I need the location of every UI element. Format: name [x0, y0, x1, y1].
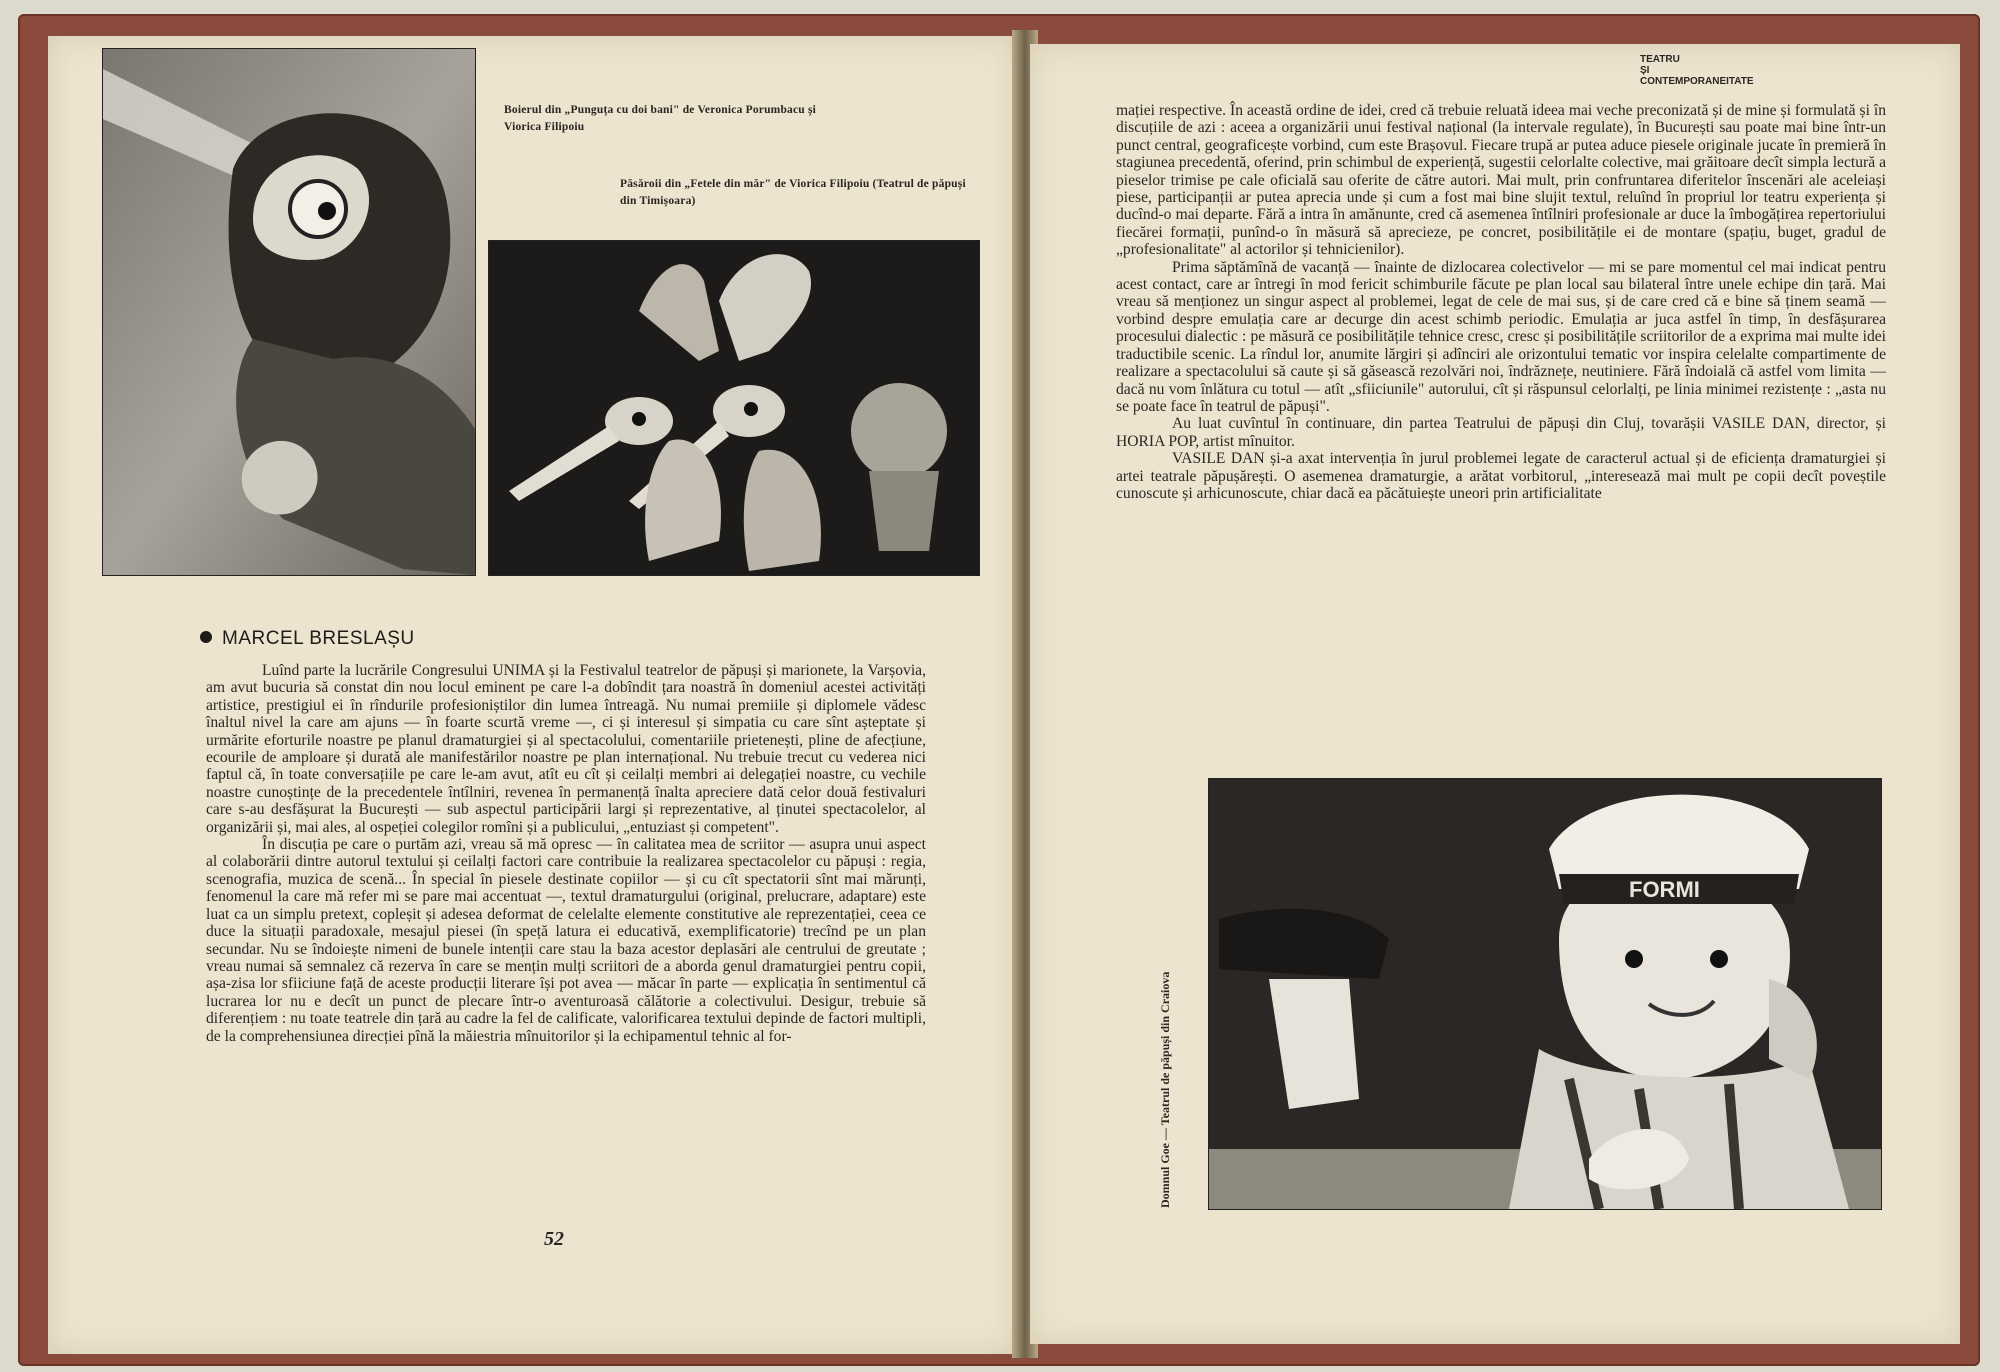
photo-domnul-goe-puppet [1208, 778, 1882, 1210]
left-body-text [206, 662, 926, 1242]
paragraph: Au luat cuvîntul în continuare, din partea Teatrului de păpuși din Cluj, tovarășii VASILE DAN, director, și HORIA POP, artist mînuitor. [1116, 415, 1886, 450]
running-head-line: CONTEMPORANEITATE [1640, 76, 1754, 87]
right-page [1030, 44, 1960, 1344]
running-head [1640, 54, 1754, 87]
paragraph: Luînd parte la lucrările Congresului UNIMA și la Festivalul teatrelor de păpuși și marionete, la Varșovia, am avut bucuria să constat din nou locul eminent pe care l-a dobîndit țara noastră în domeniul acestei activități artistice, prestigiul ei în rîndurile profesioniștilor din lumea întreagă. Nu numai premiile și diplomele vădesc înaltul nivel la care am ajuns — în foarte scurtă vreme —, ci și interesul și simpatia cu care sînt așteptate și urmărite eforturile noastre pe planul dramaturgiei și al spectacolului, comentariile prietenești, pline de afecțiune, ecourile de amploare și durată ale manifestărilor noastre pe plan internațional. Nu trebuie trecut cu vederea nici faptul că, în toate conversațiile pe care le-am avut, atît eu cît și ceilalți membri ai delegației noastre, cu vechile noastre cunoștințe de la precedentele întîlniri, revenea în permanență înalta apreciere dată celor două festivaluri care s-au desfășurat la București — sub aspectul participării largi și reprezentative, al ținutei spectacolelor, al organizării și, mai ales, al ospeției colegilor romîni și a publicului, „entuziast și competent". [206, 662, 926, 836]
paragraph: În discuția pe care o purtăm azi, vreau să mă opresc — în calitatea mea de scriitor — asupra unui aspect al colaborării dintre autorul textului și ceilalți factori care contribuie la realizarea spectacolelor cu păpuși : regia, scenografia, muzica de scenă... În special în piesele destinate copiilor — și cu cît spectatorii sînt mai mărunți, fenomenul la care mă refer mi se pare mai accentuat —, textul dramaturgului (original, prelucrare, adaptare) este luat ca un simplu pretext, copleșit și adesea deformat de celelalte elemente constitutive ale reprezentației, ceea ce duce la situații paradoxale, mesajul piesei (în speță latura ei educativă, exemplificatorie) trecînd pe un plan secundar. Nu se îndoiește nimeni de bunele intenții care stau la baza acestor deplasări ale centrului de greutate ; vreau numai să semnalez că rezerva în care se mențin mulți scriitori de a aborda genul dramaturgiei pentru copii, așa-zisa lor sfiiciune față de aceste producții literare își pot avea — măcar în parte — explicația în sentimentul că lucrarea lor nu e decît un punct de plecare într-o aventuroasă călătorie a colectivului. Desigur, trebuie să diferențiem : nu toate teatrele din țară au cadre la fel de calificate, valorificarea textului depinde de factori multipli, de la comprehensiunea direcției pînă la măiestria mînuitorilor și la echipamentul tehnic al for- [206, 836, 926, 1045]
running-head-line: TEATRU [1640, 54, 1680, 65]
author-label: MARCEL BRESLAȘU [222, 628, 415, 649]
author-name [200, 628, 415, 650]
right-body-text [1116, 102, 1886, 744]
bullet-icon [200, 631, 212, 643]
paragraph: VASILE DAN și-a axat intervenția în jurul problemei legate de caracterul actual și de eficiența dramaturgiei și artei teatrale păpușărești. O asemenea dramaturgie, a arătat vorbitorul, „interesează mai mult pe copii decît poveștile cunoscute și arhicunoscute, chiar dacă ea păcătuiește uneori prin artificialitate [1116, 450, 1886, 502]
left-page [48, 36, 1016, 1354]
caption-boier: Boierul din „Punguța cu doi bani" de Veronica Porumbacu și Viorica Filipoiu [504, 104, 817, 133]
cap-band-text: FORMI [1629, 877, 1700, 902]
running-head-line: ȘI [1640, 65, 1650, 76]
page-number: 52 [544, 1228, 564, 1250]
caption-domnul-goe: Domnul Goe — Teatrul de păpuși din Craiova [1158, 971, 1172, 1208]
caption-pasaroi: Păsăroii din „Fetele din măr" de Viorica Filipoiu (Teatrul de păpuși din Timișoara) [620, 178, 966, 207]
paragraph: Prima săptămînă de vacanță — înainte de dizlocarea colectivelor — mi se pare momentul cel mai indicat pentru acest contact, care ar întregi în mod fericit schimburile făcute pe plan local sau bilateral între unele echipe din țară. Mai vreau să menționez un singur aspect al problemei, legat de cele de mai sus, și de care cred că e bine să ținem seamă — vorbind despre emulația care ar decurge din acest schimb periodic. Emulația ar juca astfel în timp, în desfășurarea procesului dialectic : pe măsură ce posibilitățile tehnice cresc, cresc și posibilitățile scriitorilor de a exprima mai multe idei traductibile scenic. La rîndul lor, anumite lărgiri și adînciri ale orizontului tematic vor inspira celelalte compartimente de realizare a spectacolului să caute și să găsească rezolvări noi, îndrăznețe, neutiniere. Fără îndoială că astfel vom limita — dacă nu vom înlătura cu totul — atît „sfiiciunile" autorului, cît și răspunsul celorlalți, pe linia minimei rezistențe : „asta nu se poate face în teatrul de păpuși". [1116, 258, 1886, 415]
photo-pasaroi-puppets [488, 240, 980, 576]
paragraph: mației respective. În această ordine de idei, cred că trebuie reluată ideea mai veche preconizată și de mine și formulată și în discuțiile de azi : aceea a organizării unui festival național (la intervale regulate), în București sau poate mai bine într-un punct central, geograficește vorbind, cum este Brașovul. Fiecare trupă ar putea aduce piesele originale jucate în premieră în stagiunea precedentă, oferind, prin schimbul de experiență, sugestii celorlalte colective, mai grăitoare decît simpla lectură a pieselor trimise pe cale oficială sau oferite de către autori. Mai mult, prin confruntarea diferitelor înscenări ale aceleiași piese, participanții ar putea aprecia unde și cum a fost mai bine slujit textul, reluînd în propriul lor teatru experiența și ducînd-o mai departe. Fără a intra în amănunte, cred că asemenea întîlniri profesionale ar duce la îmbogățirea repertoriului fiecărei formații, punînd-o în măsură să aprecieze, pe concret, posibilitățile ei de montare (spațiu, buget, gradul de „profesionalitate" al actorilor și tehnicienilor). [1116, 102, 1886, 259]
photo-boier-puppet [102, 48, 476, 576]
